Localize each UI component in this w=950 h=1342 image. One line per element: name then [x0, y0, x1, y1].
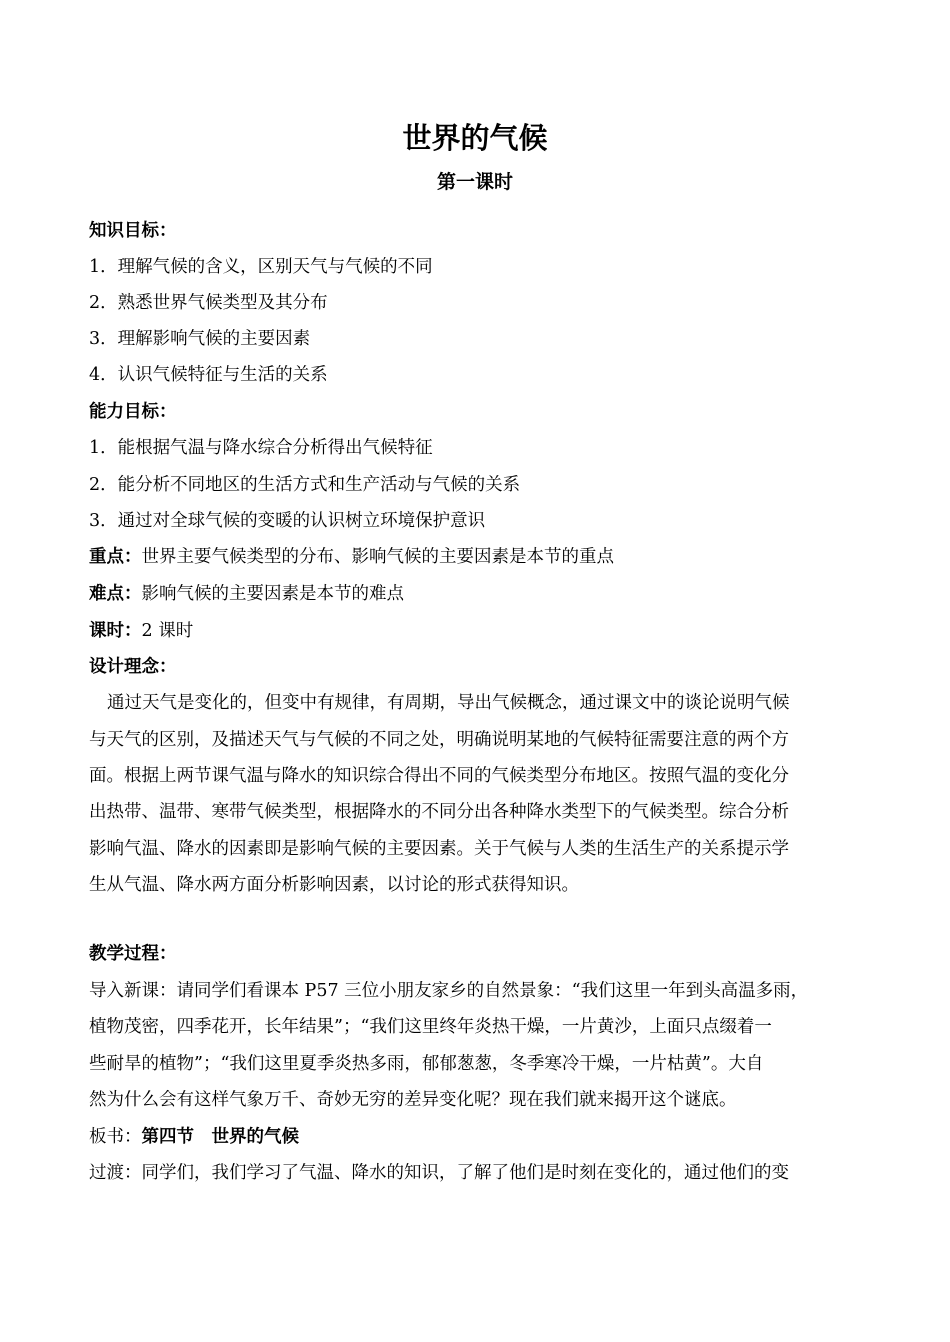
key-point-label: 重点： — [89, 547, 142, 567]
design-paragraph-line: 影响气温、降水的因素即是影响气候的主要因素。关于气候与人类的生活生产的关系提示学 — [89, 839, 789, 859]
knowledge-heading: 知识目标： — [89, 221, 177, 241]
design-paragraph-line: 出热带、温带、寒带气候类型，根据降水的不同分出各种降水类型下的气候类型。综合分析 — [89, 802, 789, 822]
board-label: 板书： — [89, 1127, 142, 1147]
intro-paragraph-line: 导入新课：请同学们看课本 P57 三位小朋友家乡的自然景象：“我们这里一年到头高温多雨， — [89, 981, 809, 1001]
difficulty-text: 影响气候的主要因素是本节的难点 — [141, 584, 404, 604]
difficulty-line — [89, 581, 404, 607]
hours-label: 课时： — [89, 621, 142, 641]
design-heading: 设计理念： — [89, 657, 177, 677]
board-line — [89, 1124, 299, 1150]
knowledge-item: 4．认识气候特征与生活的关系 — [89, 365, 328, 385]
knowledge-item: 1．理解气候的含义，区别天气与气候的不同 — [89, 257, 433, 277]
design-paragraph-line: 生从气温、降水两方面分析影响因素，以讨论的形式获得知识。 — [89, 875, 579, 895]
process-heading: 教学过程： — [89, 944, 177, 964]
key-point-text: 世界主要气候类型的分布、影响气候的主要因素是本节的重点 — [141, 547, 614, 567]
hours-line — [89, 618, 193, 644]
ability-item: 1．能根据气温与降水综合分析得出气候特征 — [89, 438, 433, 458]
ability-item: 3．通过对全球气候的变暖的认识树立环境保护意识 — [89, 511, 486, 531]
design-paragraph-line: 通过天气是变化的，但变中有规律，有周期，导出气候概念，通过课文中的谈论说明气候 — [107, 693, 790, 713]
ability-item: 2．能分析不同地区的生活方式和生产活动与气候的关系 — [89, 475, 521, 495]
knowledge-item: 2．熟悉世界气候类型及其分布 — [89, 293, 328, 313]
transition-line: 过渡：同学们，我们学习了气温、降水的知识，了解了他们是时刻在变化的，通过他们的变 — [89, 1163, 789, 1183]
page-subtitle: 第一课时 — [436, 171, 513, 193]
knowledge-item: 3．理解影响气候的主要因素 — [89, 329, 311, 349]
hours-text: 2 课时 — [141, 621, 194, 641]
design-paragraph-line: 面。根据上两节课气温与降水的知识综合得出不同的气候类型分布地区。按照气温的变化分 — [89, 766, 789, 786]
intro-paragraph-line: 植物茂密，四季花开，长年结果”；“我们这里终年炎热干燥，一片黄沙，上面只点缀着一 — [89, 1017, 772, 1037]
key-point-line — [89, 544, 614, 570]
ability-heading: 能力目标： — [89, 402, 177, 422]
page-title: 世界的气候 — [402, 121, 548, 155]
design-paragraph-line: 与天气的区别，及描述天气与气候的不同之处，明确说明某地的气候特征需要注意的两个方 — [89, 730, 789, 750]
intro-paragraph-line: 些耐旱的植物”；“我们这里夏季炎热多雨，郁郁葱葱，冬季寒冷干燥，一片枯黄”。大自 — [89, 1054, 764, 1074]
difficulty-label: 难点： — [89, 584, 142, 604]
intro-paragraph-line: 然为什么会有这样气象万千、奇妙无穷的差异变化呢？现在我们就来揭开这个谜底。 — [89, 1090, 737, 1110]
board-text: 第四节 世界的气候 — [141, 1127, 299, 1147]
